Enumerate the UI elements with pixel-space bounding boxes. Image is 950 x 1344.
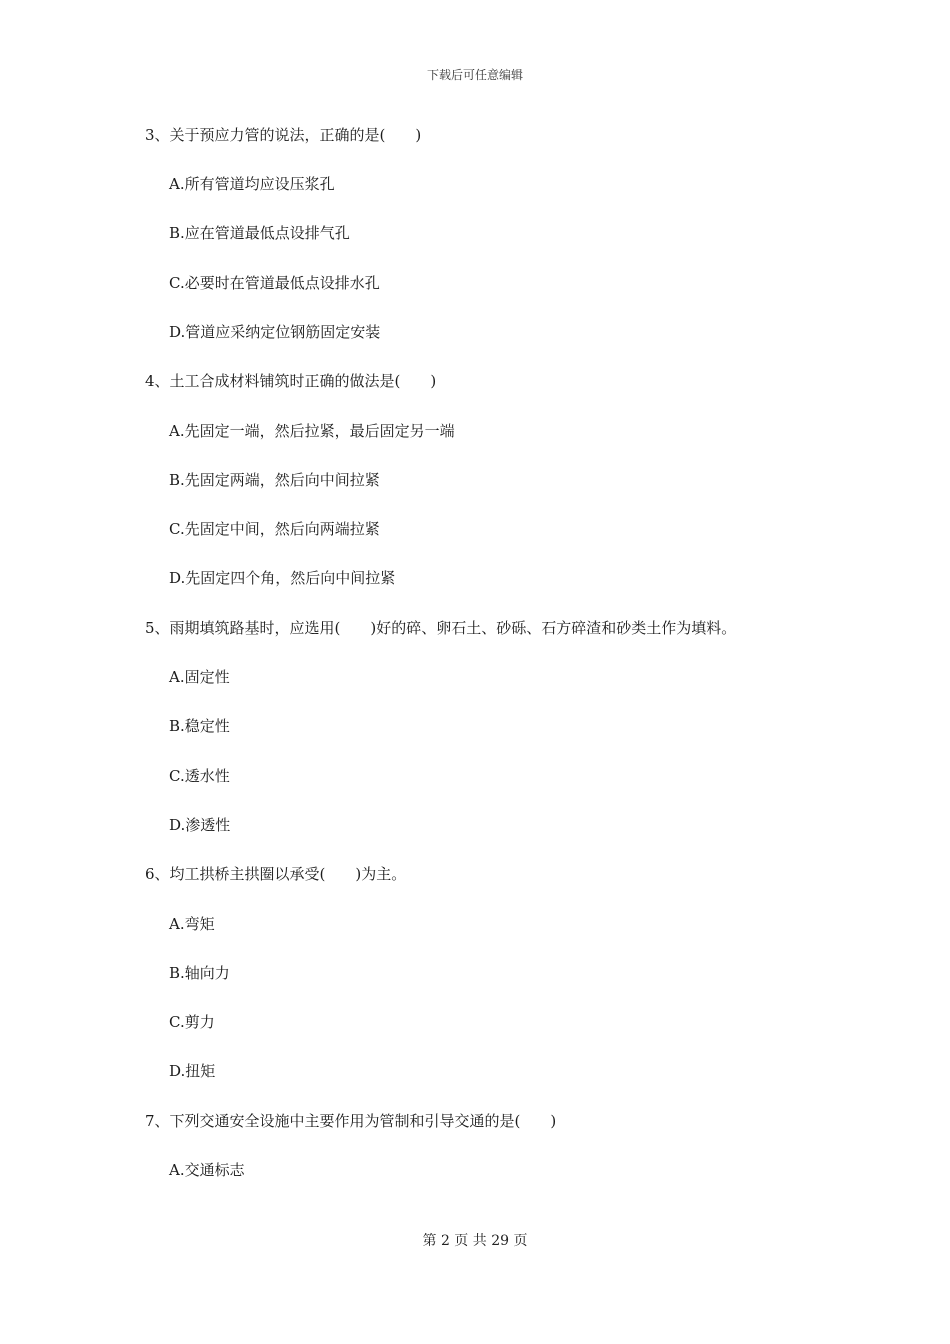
question-stem: 3、关于预应力管的说法，正确的是( ): [145, 126, 422, 144]
page-footer: 第 2 页 共 29 页: [422, 1233, 528, 1249]
answer-option: A.所有管道均应设压浆孔: [169, 175, 335, 193]
page-header: 下载后可任意编辑: [426, 68, 523, 82]
answer-option: B.稳定性: [169, 717, 230, 735]
question-stem: 7、下列交通安全设施中主要作用为管制和引导交通的是( ): [145, 1112, 557, 1130]
answer-option: D.管道应采纳定位钢筋固定安装: [169, 323, 381, 341]
answer-option: A.弯矩: [169, 915, 215, 933]
answer-option: D.先固定四个角，然后向中间拉紧: [169, 569, 396, 587]
answer-option: A.先固定一端，然后拉紧，最后固定另一端: [169, 422, 455, 440]
answer-option: D.渗透性: [169, 816, 231, 834]
answer-option: C.先固定中间，然后向两端拉紧: [169, 520, 380, 538]
answer-option: B.轴向力: [169, 964, 230, 982]
answer-option: D.扭矩: [169, 1062, 216, 1080]
answer-option: C.透水性: [169, 767, 230, 785]
answer-option: C.剪力: [169, 1013, 215, 1031]
answer-option: B.先固定两端，然后向中间拉紧: [169, 471, 380, 489]
answer-option: B.应在管道最低点设排气孔: [169, 224, 350, 242]
question-stem: 4、土工合成材料铺筑时正确的做法是( ): [145, 372, 437, 390]
answer-option: A.固定性: [169, 668, 230, 686]
answer-option: C.必要时在管道最低点设排水孔: [169, 274, 380, 292]
question-stem: 6、均工拱桥主拱圈以承受( )为主。: [145, 865, 407, 883]
question-stem: 5、雨期填筑路基时，应选用( )好的碎、卵石土、砂砾、石方碎渣和砂类土作为填料。: [145, 619, 737, 637]
answer-option: A.交通标志: [169, 1161, 245, 1179]
